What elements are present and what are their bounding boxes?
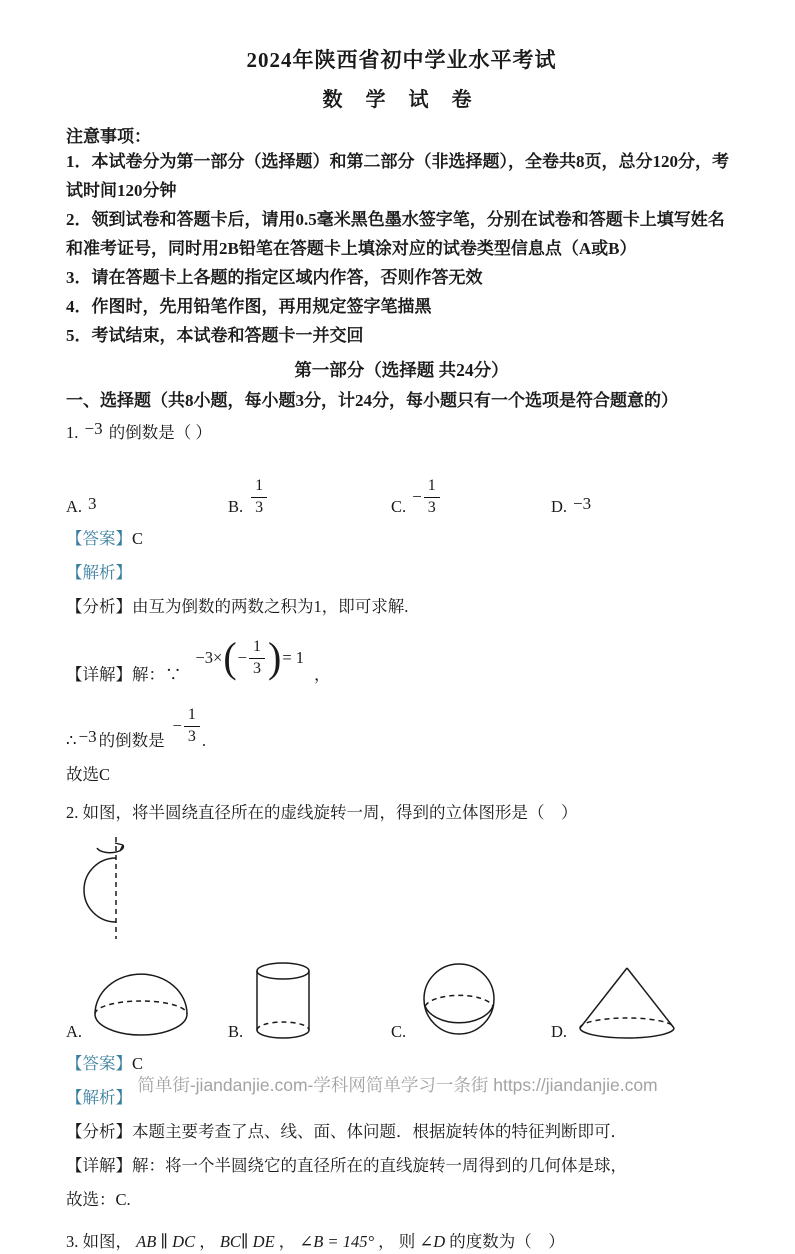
fenxi-tag: 【分析】 — [66, 597, 132, 616]
q1-option-b — [228, 477, 391, 517]
q1-stem-text: 的倒数是（ ） — [108, 423, 212, 442]
fraction-numerator: 1 — [184, 706, 200, 726]
fraction-denominator: 3 — [427, 498, 436, 516]
xiangjie-tag: 【详解】 — [66, 1156, 132, 1175]
fenxi-tag: 【分析】 — [66, 1122, 132, 1141]
sphere-equator-front-solid — [425, 1006, 493, 1023]
q3-sep1: ， — [199, 1232, 216, 1251]
cylinder-bottom-back-dashed — [257, 1022, 309, 1030]
q1-conclusion-text: 的倒数是 — [98, 731, 165, 750]
cylinder-figure — [250, 960, 316, 1042]
equation-rhs: = 1 — [282, 648, 305, 667]
q1-option-a-value: 3 — [88, 494, 97, 513]
q1-detail-line — [66, 629, 737, 691]
q1-option-d-label: D. — [551, 497, 568, 516]
fraction-numerator: 1 — [251, 477, 267, 497]
rotation-figure — [74, 835, 192, 941]
therefore-symbol: ∴ — [66, 731, 77, 750]
fraction-numerator: 1 — [249, 638, 265, 658]
page-subtitle: 数 学 试 卷 — [322, 89, 481, 111]
q3-text2: 的度数为（ ） — [449, 1232, 565, 1251]
equation-sign: − — [237, 648, 248, 667]
q1-conclusion-math: −3 — [78, 727, 97, 746]
notice-item-4: 4．作图时，先用铅笔作图，再用规定签字笔描黑 — [66, 297, 432, 316]
q3-stem — [66, 1230, 737, 1254]
q1-answer-line — [66, 527, 737, 551]
answer-tag: 【答案】 — [66, 529, 132, 548]
q2-answer: C — [132, 1054, 144, 1073]
cone-base-front-solid — [580, 1028, 674, 1038]
q3-sep2: ， — [278, 1232, 296, 1251]
rotation-arrow-curve — [97, 845, 123, 853]
q2-options — [66, 958, 737, 1042]
q1-fenxi-text: 由互为倒数的两数之积为1，即可求解. — [132, 597, 409, 616]
notice-item-2: 2．领到试卷和答题卡后，请用0.5毫米黑色墨水签字笔，分别在试卷和答题卡上填写姓名和准考证号，同时用2B铅笔在答题卡上填涂对应的试卷类型信息点（A或B） — [66, 210, 725, 258]
hemisphere-figure — [89, 972, 193, 1042]
notice-item-1: 1．本试卷分为第一部分（选择题）和第二部分（非选择题），全卷共8页，总分120分，考试时间120分钟 — [66, 152, 729, 200]
sphere-equator-back-dashed — [425, 995, 493, 1006]
cone-base-back-dashed — [580, 1018, 674, 1028]
q2-figure — [74, 835, 737, 946]
q3-math-angle-d: ∠D — [419, 1232, 446, 1251]
q2-fenxi-text: 本题主要考查了点、线、面、体问题．根据旋转体的特征判断即可． — [132, 1122, 627, 1141]
q1-option-c-sign: − — [412, 487, 422, 507]
q2-detail-text: 解：将一个半圆绕它的直径所在的直线旋转一周得到的几何体是球， — [132, 1156, 627, 1175]
q2-detail-line — [66, 1154, 737, 1178]
q1-choose-line: 故选C — [66, 765, 111, 784]
q1-jiexi-line — [66, 561, 737, 585]
page-title: 2024年陕西省初中学业水平考试 — [246, 48, 557, 72]
q2-option-a-label: A. — [66, 1022, 83, 1041]
q1-conclusion-period: . — [201, 731, 207, 750]
q1-option-c-label: C. — [391, 497, 407, 516]
cylinder-bottom-front-solid — [257, 1030, 309, 1038]
q1-option-c-fraction — [424, 477, 440, 517]
notice-item-5: 5．考试结束，本试卷和答题卡一并交回 — [66, 326, 364, 345]
q1-equation: −3× ( − $\frac{1}{3}$ ) = 1 — [195, 633, 305, 682]
q2-option-d — [551, 964, 680, 1042]
q2-stem: 2. 如图，将半圆绕直径所在的虚线旋转一周，得到的立体图形是（ ） — [66, 803, 578, 822]
q2-option-b-label: B. — [228, 1022, 244, 1041]
cone-left-side — [580, 968, 627, 1028]
jiexi-tag: 【解析】 — [66, 563, 132, 582]
q1-option-a-label: A. — [66, 497, 83, 516]
q1-answer: C — [132, 529, 144, 548]
q1-option-c — [391, 477, 551, 517]
q1-detail-lead: 解：∵ — [132, 665, 182, 684]
q1-number: 1. — [66, 423, 79, 442]
watermark-footer[interactable]: 简单街-jiandanjie.com-学科网简单学习一条街 https://jiandanjie.com — [137, 1075, 658, 1095]
cone-figure — [574, 964, 680, 1042]
fraction-denominator: 3 — [253, 659, 262, 677]
q1-option-b-fraction — [251, 477, 267, 517]
q2-option-a — [66, 972, 228, 1042]
answer-tag: 【答案】 — [66, 1054, 132, 1073]
q1-option-b-label: B. — [228, 497, 244, 516]
equation-comma: ， — [314, 665, 331, 684]
notice-heading: 注意事项： — [66, 127, 151, 146]
q3-lead: 3. 如图， — [66, 1232, 132, 1251]
notice-item-3: 3．请在答题卡上各题的指定区域内作答，否则作答无效 — [66, 268, 483, 287]
q3-math-ab-dc: AB ∥ DC — [136, 1232, 196, 1251]
q1-option-d-value: −3 — [573, 494, 592, 513]
part-title: 第一部分（选择题 共24分） — [294, 360, 509, 380]
group-title: 一、选择题（共8小题，每小题3分，计24分，每小题只有一个选项是符合题意的） — [66, 391, 678, 410]
q1-option-d — [551, 494, 592, 517]
q1-conclusion-line — [66, 699, 737, 753]
q3-math-angle-b: ∠B = 145° — [299, 1232, 375, 1251]
jiexi-tag: 【解析】 — [66, 1088, 132, 1107]
dome-outline — [95, 974, 187, 1014]
fraction-denominator: 3 — [255, 498, 264, 516]
equation-fraction — [249, 638, 265, 678]
q3-math-bc-de: BC∥ DE — [219, 1232, 275, 1251]
q1-options — [66, 459, 737, 517]
xiangjie-tag: 【详解】 — [66, 665, 132, 684]
q1-stem — [66, 421, 737, 445]
q2-choose-line: 故选：C. — [66, 1190, 131, 1209]
fraction-numerator: 1 — [424, 477, 440, 497]
equator-front-solid — [95, 1014, 187, 1035]
q1-fenxi-line — [66, 595, 737, 619]
q2-option-b — [228, 960, 391, 1042]
q2-fenxi-line — [66, 1120, 737, 1144]
q1-conclusion-fraction — [184, 706, 200, 746]
equator-back-dashed — [95, 1001, 187, 1014]
q3-sep3: ， — [378, 1232, 395, 1251]
q2-option-d-label: D. — [551, 1022, 568, 1041]
q1-conclusion-sign: − — [172, 716, 182, 735]
equation-lhs: −3× — [195, 648, 223, 667]
q1-stem-math: −3 — [84, 419, 103, 438]
fraction-denominator: 3 — [187, 727, 196, 745]
q2-option-c — [391, 962, 551, 1042]
sphere-figure — [413, 962, 505, 1042]
q3-text1: 则 — [398, 1232, 416, 1251]
cylinder-top-ellipse — [257, 963, 309, 979]
q2-option-c-label: C. — [391, 1022, 407, 1041]
q1-option-a — [66, 494, 228, 517]
semicircle-curve — [84, 858, 116, 922]
